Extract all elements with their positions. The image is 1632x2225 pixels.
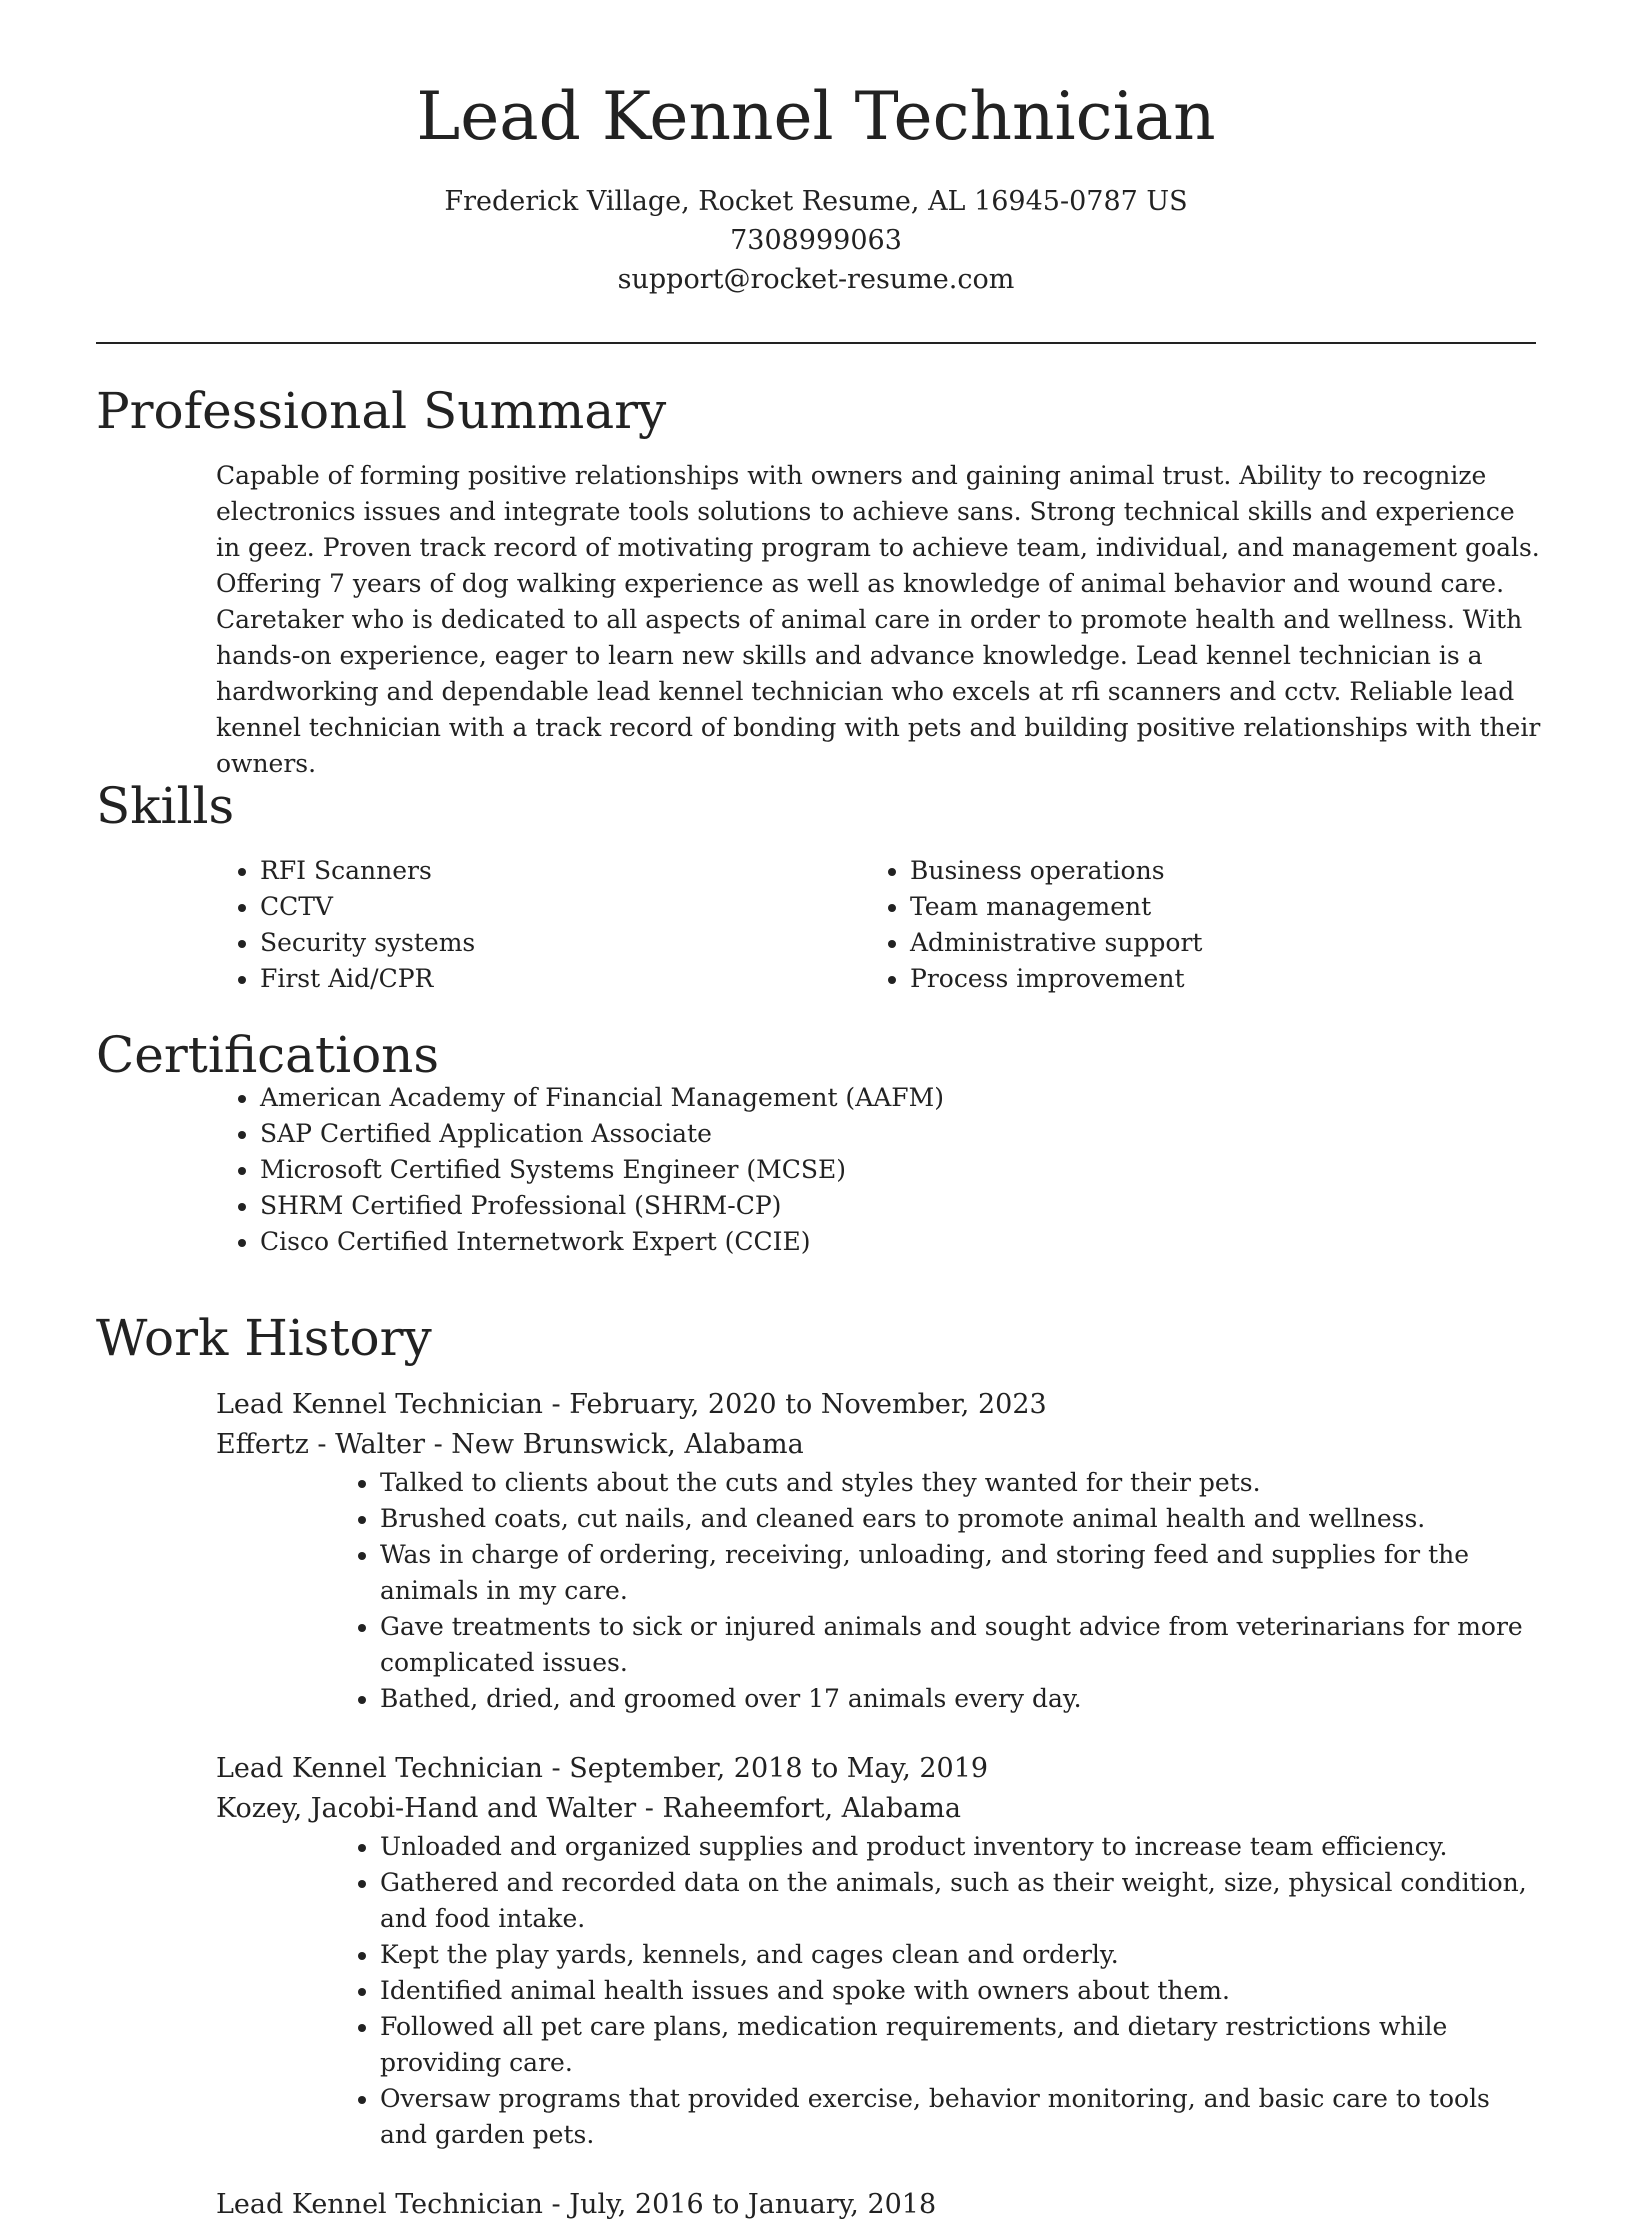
skill-item: • Business operations: [910, 853, 1510, 889]
contact-address: Frederick Village, Rocket Resume, AL 16945-0787 US: [444, 186, 1188, 217]
contact-info: [0, 182, 1632, 299]
job-dates: - July, 2016 to January, 2018: [542, 2189, 937, 2220]
skill-item: • Security systems: [260, 925, 910, 961]
job-duty: • Gathered and recorded data on the animals, such as their weight, size, physical condition, and food intake.: [380, 1865, 1536, 1937]
skills-section: [96, 777, 1536, 997]
skill-item: • First Aid/CPR: [260, 961, 910, 997]
job-duties-list: [216, 1829, 1536, 2153]
job-title: Lead Kennel Technician: [216, 2189, 543, 2220]
job-duty: • Talked to clients about the cuts and styles they wanted for their pets.: [380, 1465, 1536, 1501]
candidate-name: Lead Kennel Technician: [416, 78, 1216, 155]
certifications-section: [96, 1026, 1536, 1260]
job-company-line: [216, 1425, 1536, 1465]
summary-heading: Professional Summary: [96, 382, 667, 440]
skill-item: • Team management: [910, 889, 1510, 925]
certification-item: • SAP Certified Application Associate: [260, 1116, 1536, 1152]
job-duty: • Identified animal health issues and spoke with owners about them.: [380, 1973, 1536, 2009]
skill-item: • Process improvement: [910, 961, 1510, 997]
job-location: - Raheemfort, Alabama: [636, 1793, 961, 1824]
resume-header: [0, 0, 1632, 299]
skills-columns: [96, 853, 1536, 997]
work-history-section: [96, 1309, 1536, 2225]
skill-item: • RFI Scanners: [260, 853, 910, 889]
job-duty: • Oversaw programs that provided exercise, behavior monitoring, and basic care to tools and garden pets.: [380, 2081, 1536, 2153]
job-title-line: [216, 2185, 1536, 2225]
job-company-line: [216, 1789, 1536, 1829]
skills-heading: Skills: [96, 777, 235, 835]
job-duty: • Bathed, dried, and groomed over 17 animals every day.: [380, 1681, 1536, 1717]
job-duties-list: [216, 1465, 1536, 1717]
job-company: Kozey, Jacobi-Hand and Walter: [216, 1793, 637, 1824]
job-entry: [216, 2185, 1536, 2225]
summary-text: Capable of forming positive relationships with owners and gaining animal trust. Ability to recognize electronics issues and integrate tools solutions to achieve sans. Strong technical skills and experience in geez. Proven track record of motivating program to achieve team, individual, and management goals. Offering 7 years of dog walking experience as well as knowledge of animal behavior and wound care. Caretaker who is dedicated to all aspects of animal care in order to promote health and wellness. With hands-on experience, eager to learn new skills and advance knowledge. Lead kennel technician is a hardworking and dependable lead kennel technician who excels at rfi scanners and cctv. Reliable lead kennel technician with a track record of bonding with pets and building positive relationships with their owners.: [216, 461, 1541, 778]
skill-item: • CCTV: [260, 889, 910, 925]
certifications-heading: Certifications: [96, 1026, 440, 1084]
certification-item: • Cisco Certified Internetwork Expert (CCIE): [260, 1224, 1536, 1260]
job-duty: • Was in charge of ordering, receiving, unloading, and storing feed and supplies for the animals in my care.: [380, 1537, 1536, 1609]
job-duty: • Gave treatments to sick or injured animals and sought advice from veterinarians for more complicated issues.: [380, 1609, 1536, 1681]
skills-list-right: [746, 853, 1510, 997]
job-title-line: [216, 1385, 1536, 1425]
summary-section: [96, 382, 1541, 782]
certifications-list: [96, 1080, 1536, 1260]
job-duty: • Brushed coats, cut nails, and cleaned ears to promote animal health and wellness.: [380, 1501, 1536, 1537]
job-entry: [216, 1749, 1536, 2153]
certification-item: • SHRM Certified Professional (SHRM-CP): [260, 1188, 1536, 1224]
certification-item: • Microsoft Certified Systems Engineer (MCSE): [260, 1152, 1536, 1188]
contact-phone: 7308999063: [730, 225, 902, 256]
job-duty: • Followed all pet care plans, medication requirements, and dietary restrictions while providing care.: [380, 2009, 1536, 2081]
job-duty: • Kept the play yards, kennels, and cages clean and orderly.: [380, 1937, 1536, 1973]
contact-email: support@rocket-resume.com: [617, 264, 1015, 295]
job-duty: • Unloaded and organized supplies and product inventory to increase team efficiency.: [380, 1829, 1536, 1865]
job-title-line: [216, 1749, 1536, 1789]
job-location: - New Brunswick, Alabama: [425, 1429, 804, 1460]
skill-item: • Administrative support: [910, 925, 1510, 961]
job-company: Effertz - Walter: [216, 1429, 426, 1460]
job-dates: - September, 2018 to May, 2019: [542, 1753, 989, 1784]
work-history-heading: Work History: [96, 1309, 432, 1367]
job-entry: [216, 1385, 1536, 1717]
job-title: Lead Kennel Technician: [216, 1753, 543, 1784]
header-divider: [96, 342, 1536, 344]
job-dates: - February, 2020 to November, 2023: [542, 1389, 1047, 1420]
certification-item: • American Academy of Financial Management (AAFM): [260, 1080, 1536, 1116]
job-title: Lead Kennel Technician: [216, 1389, 543, 1420]
